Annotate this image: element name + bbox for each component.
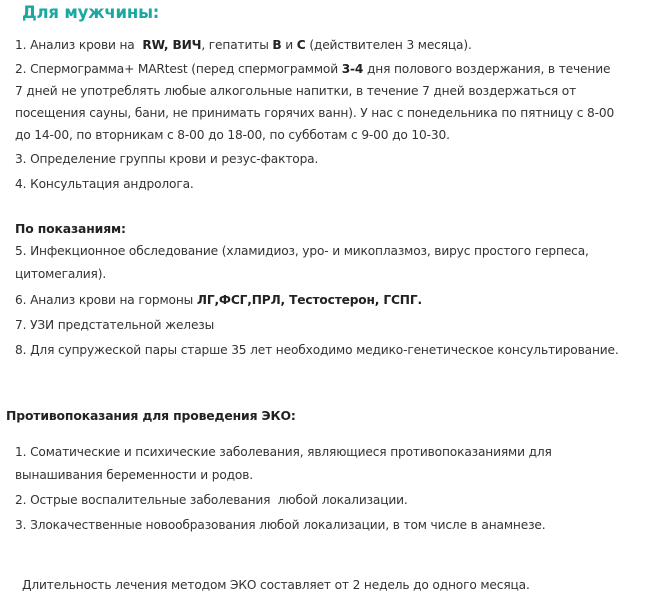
list-item: 4. Консультация андролога. bbox=[15, 177, 194, 191]
list-item: 3. Определение группы крови и резус-фактора. bbox=[15, 152, 319, 166]
men-section-title: Для мужчины: bbox=[22, 3, 160, 22]
treatment-duration-note: Длительность лечения методом ЭКО составляет от 2 недель до одного месяца. bbox=[22, 578, 530, 592]
list-item: 8. Для супружеской пары старше 35 лет необходимо медико-генетическое консультирование. bbox=[15, 343, 619, 357]
list-item: 2. Острые воспалительные заболевания любой локализации. bbox=[15, 493, 408, 507]
list-item: 3. Злокачественные новообразования любой локализации, в том числе в анамнезе. bbox=[15, 518, 546, 532]
list-item: 6. Анализ крови на гормоны ЛГ,ФСГ,ПРЛ, Тестостерон, ГСПГ. bbox=[15, 293, 422, 307]
indications-section-title: По показаниям: bbox=[15, 221, 126, 236]
list-item: 7. УЗИ предстательной железы bbox=[15, 318, 215, 332]
contraindications-section-title: Противопоказания для проведения ЭКО: bbox=[6, 408, 296, 423]
list-item: 1. Анализ крови на RW, ВИЧ, гепатиты B и C (действителен 3 месяца). bbox=[15, 38, 472, 52]
